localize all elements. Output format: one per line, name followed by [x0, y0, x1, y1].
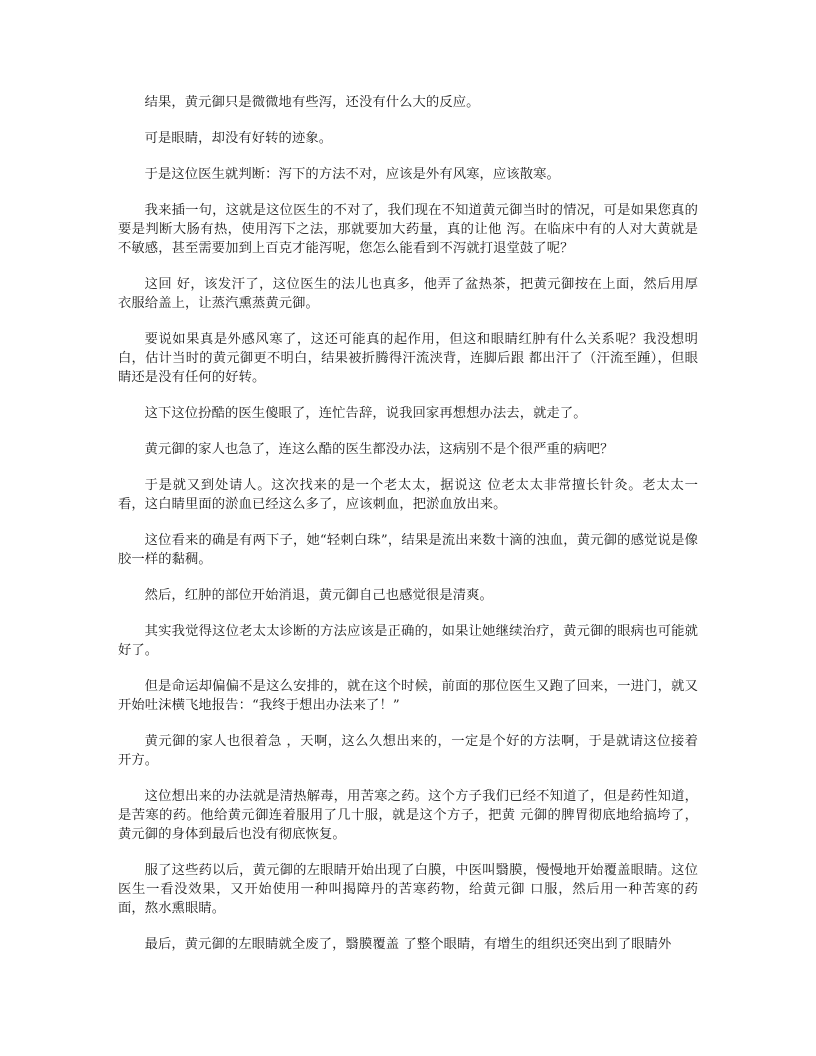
paragraph: 要说如果真是外感风寒了，这还可能真的起作用，但这和眼睛红肿有什么关系呢？我没想明白，估计当时的黄元御更不明白，结果被折腾得汗流浃背，连脚后跟 都出汗了（汗流至踵），但眼睛还是没有任何的好转。 [118, 332, 698, 385]
document-page [118, 93, 698, 971]
paragraph: 但是命运却偏偏不是这么安排的，就在这个时候，前面的那位医生又跑了回来，一进门，就又开始吐沫横飞地报告：“我终于想出办法来了！” [118, 679, 698, 713]
paragraph: 然后，红肿的部位开始消退，黄元御自己也感觉很是清爽。 [144, 588, 493, 603]
paragraph: 这位想出来的办法就是清热解毒，用苦寒之药。这个方子我们已经不知道了，但是药性知道，是苦寒的药。他给黄元御连着服用了几十服，就是这个方子，把黄 元御的脾胃彻底地给搞垮了，黄元御的身体到最后也没有彻底恢复。 [118, 789, 698, 842]
paragraph: 其实我觉得这位老太太诊断的方法应该是正确的，如果让她继续治疗，黄元御的眼病也可能就好了。 [118, 624, 698, 658]
paragraph: 于是就又到处请人。这次找来的是一个老太太，据说这 位老太太非常擅长针灸。老太太一看，这白睛里面的淤血已经这么多了，应该刺血，把淤血放出来。 [118, 478, 698, 512]
paragraph: 这回 好，该发汗了，这位医生的法儿也真多，他弄了盆热茶，把黄元御按在上面，然后用厚衣服给盖上，让蒸汽熏蒸黄元御。 [118, 277, 698, 311]
paragraph: 我来插一句，这就是这位医生的不对了，我们现在不知道黄元御当时的情况，可是如果您真的要是判断大肠有热，使用泻下之法，那就要加大药量，真的让他 泻。在临床中有的人对大黄就是不敏感，甚至需要加到上百克才能泻呢，您怎么能看到不泻就打退堂鼓了呢？ [118, 203, 698, 256]
paragraph: 最后，黄元御的左眼睛就全废了，翳膜覆盖 了整个眼睛，有增生的组织还突出到了眼睛外 [144, 937, 672, 952]
paragraph: 黄元御的家人也急了，连这么酷的医生都没办法，这病别不是个很严重的病吧？ [144, 442, 614, 457]
paragraph: 黄元御的家人也很着急 ，天啊，这么久想出来的，一定是个好的方法啊，于是就请这位接着开方。 [118, 734, 698, 768]
paragraph: 这下这位扮酷的医生傻眼了，连忙告辞，说我回家再想想办法去，就走了。 [144, 406, 587, 421]
paragraph: 结果，黄元御只是微微地有些泻，还没有什么大的反应。 [144, 95, 480, 110]
paragraph: 可是眼睛，却没有好转的迹象。 [144, 131, 333, 146]
paragraph: 服了这些药以后，黄元御的左眼睛开始出现了白膜，中医叫翳膜，慢慢地开始覆盖眼睛。这位医生一看没效果，又开始使用一种叫揭障丹的苦寒药物，给黄元御 口服，然后用一种苦寒的药面，熬水熏眼睛。 [118, 863, 698, 916]
paragraph: 这位看来的确是有两下子，她“轻刺白珠”，结果是流出来数十滴的浊血，黄元御的感觉说是像胶一样的黏稠。 [118, 533, 698, 567]
paragraph: 于是这位医生就判断：泻下的方法不对，应该是外有风寒，应该散寒。 [144, 167, 560, 182]
